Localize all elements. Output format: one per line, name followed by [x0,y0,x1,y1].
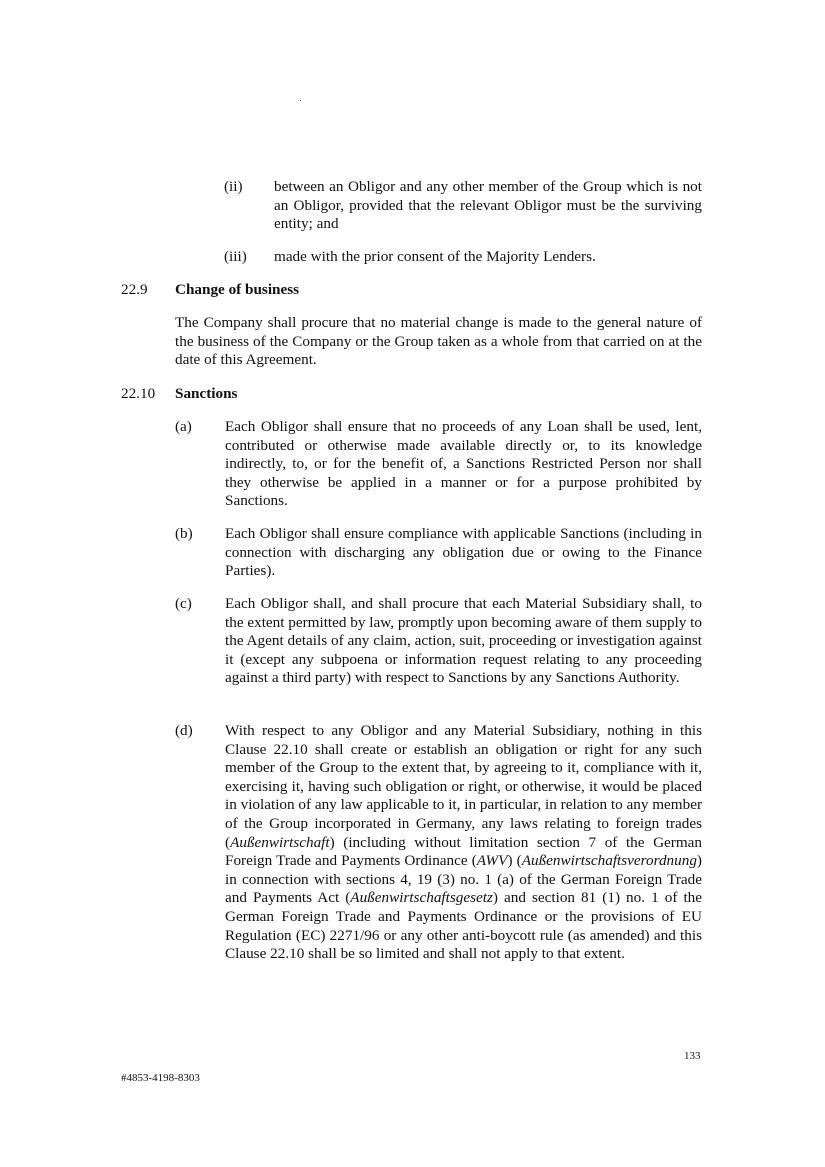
text-segment: ) (including without limitation section 7 of the German Foreign Trade and Payments Ordinance ( [225,833,702,870]
item-label: (d) [175,722,193,739]
item-text: Each Obligor shall ensure that no proceeds of any Loan shall be used, lent, contributed or otherwise made available directly or, to its knowledge indirectly, to, or for the benefit of, a Sanctions Restricted Person nor shall they otherwise be applied in a manner or for a purpose prohibited by Sanctions. [225,418,702,510]
text-segment: ) in connection with sections 4, 19 (3) no. 1 (a) of the German Foreign Trade and Payments Act ( [225,852,702,907]
italic-term: Außenwirtschaftsverordnung [521,852,697,870]
list-item-d [175,722,702,964]
item-text [225,722,702,964]
list-item-b [175,525,702,581]
item-label: (a) [175,418,192,435]
clause-heading-sanctions: Sanctions [175,385,238,402]
item-label: (iii) [224,248,247,265]
list-item-iii [224,248,702,267]
clause-number-22-9: 22.9 [121,281,148,298]
italic-term: AWV [476,852,508,870]
document-id: #4853-4198-8303 [121,1072,200,1084]
item-text: made with the prior consent of the Majority Lenders. [274,248,596,265]
item-label: (b) [175,525,193,542]
clause-body-22-9: The Company shall procure that no material change is made to the general nature of the business of the Company or the Group taken as a whole from that carried on at the date of this Agreement. [175,314,702,369]
item-label: (c) [175,595,192,612]
italic-term: Außenwirtschaftsgesetz [350,889,493,907]
item-label: (ii) [224,178,243,195]
clause-heading-change-of-business: Change of business [175,281,300,298]
italic-term: Außenwirtschaft [230,833,330,851]
page-number: 133 [684,1050,701,1062]
text-segment: ) and section 81 (1) no. 1 of the German Foreign Trade and Payments Ordinance or the provisions of EU Regulation (EC) 2271/96 or any other anti-boycott rule (as amended) and this Clause 22.10 shall be so limited and shall not apply to that extent. [225,889,702,963]
text-segment: ) ( [507,852,522,870]
stray-mark [300,100,301,101]
text-segment: With respect to any Obligor and any Material Subsidiary, nothing in this Clause 22.10 shall create or establish an obligation or right for any such member of the Group to the extent that, by agreeing to it, compliance with it, exercising it, having such obligation or right, or otherwise, it would be placed in violation of any law applicable to it, in particular, in relation to any member of the Group incorporated in Germany, any laws relating to foreign trades ( [225,722,702,851]
item-text: Each Obligor shall ensure compliance with applicable Sanctions (including in connection with discharging any obligation due or owing to the Finance Parties). [225,525,702,580]
list-item-a [175,418,702,511]
clause-number-22-10: 22.10 [121,385,156,402]
item-text: Each Obligor shall, and shall procure that each Material Subsidiary shall, to the extent permitted by law, promptly upon becoming aware of them supply to the Agent details of any claim, action, suit, proceeding or investigation against it (except any subpoena or information request relating to any proceeding against a third party) with respect to Sanctions by any Sanctions Authority. [225,595,702,687]
item-text: between an Obligor and any other member of the Group which is not an Obligor, provided that the relevant Obligor must be the surviving entity; and [274,178,702,233]
list-item-ii [224,178,702,234]
list-item-c [175,595,702,688]
